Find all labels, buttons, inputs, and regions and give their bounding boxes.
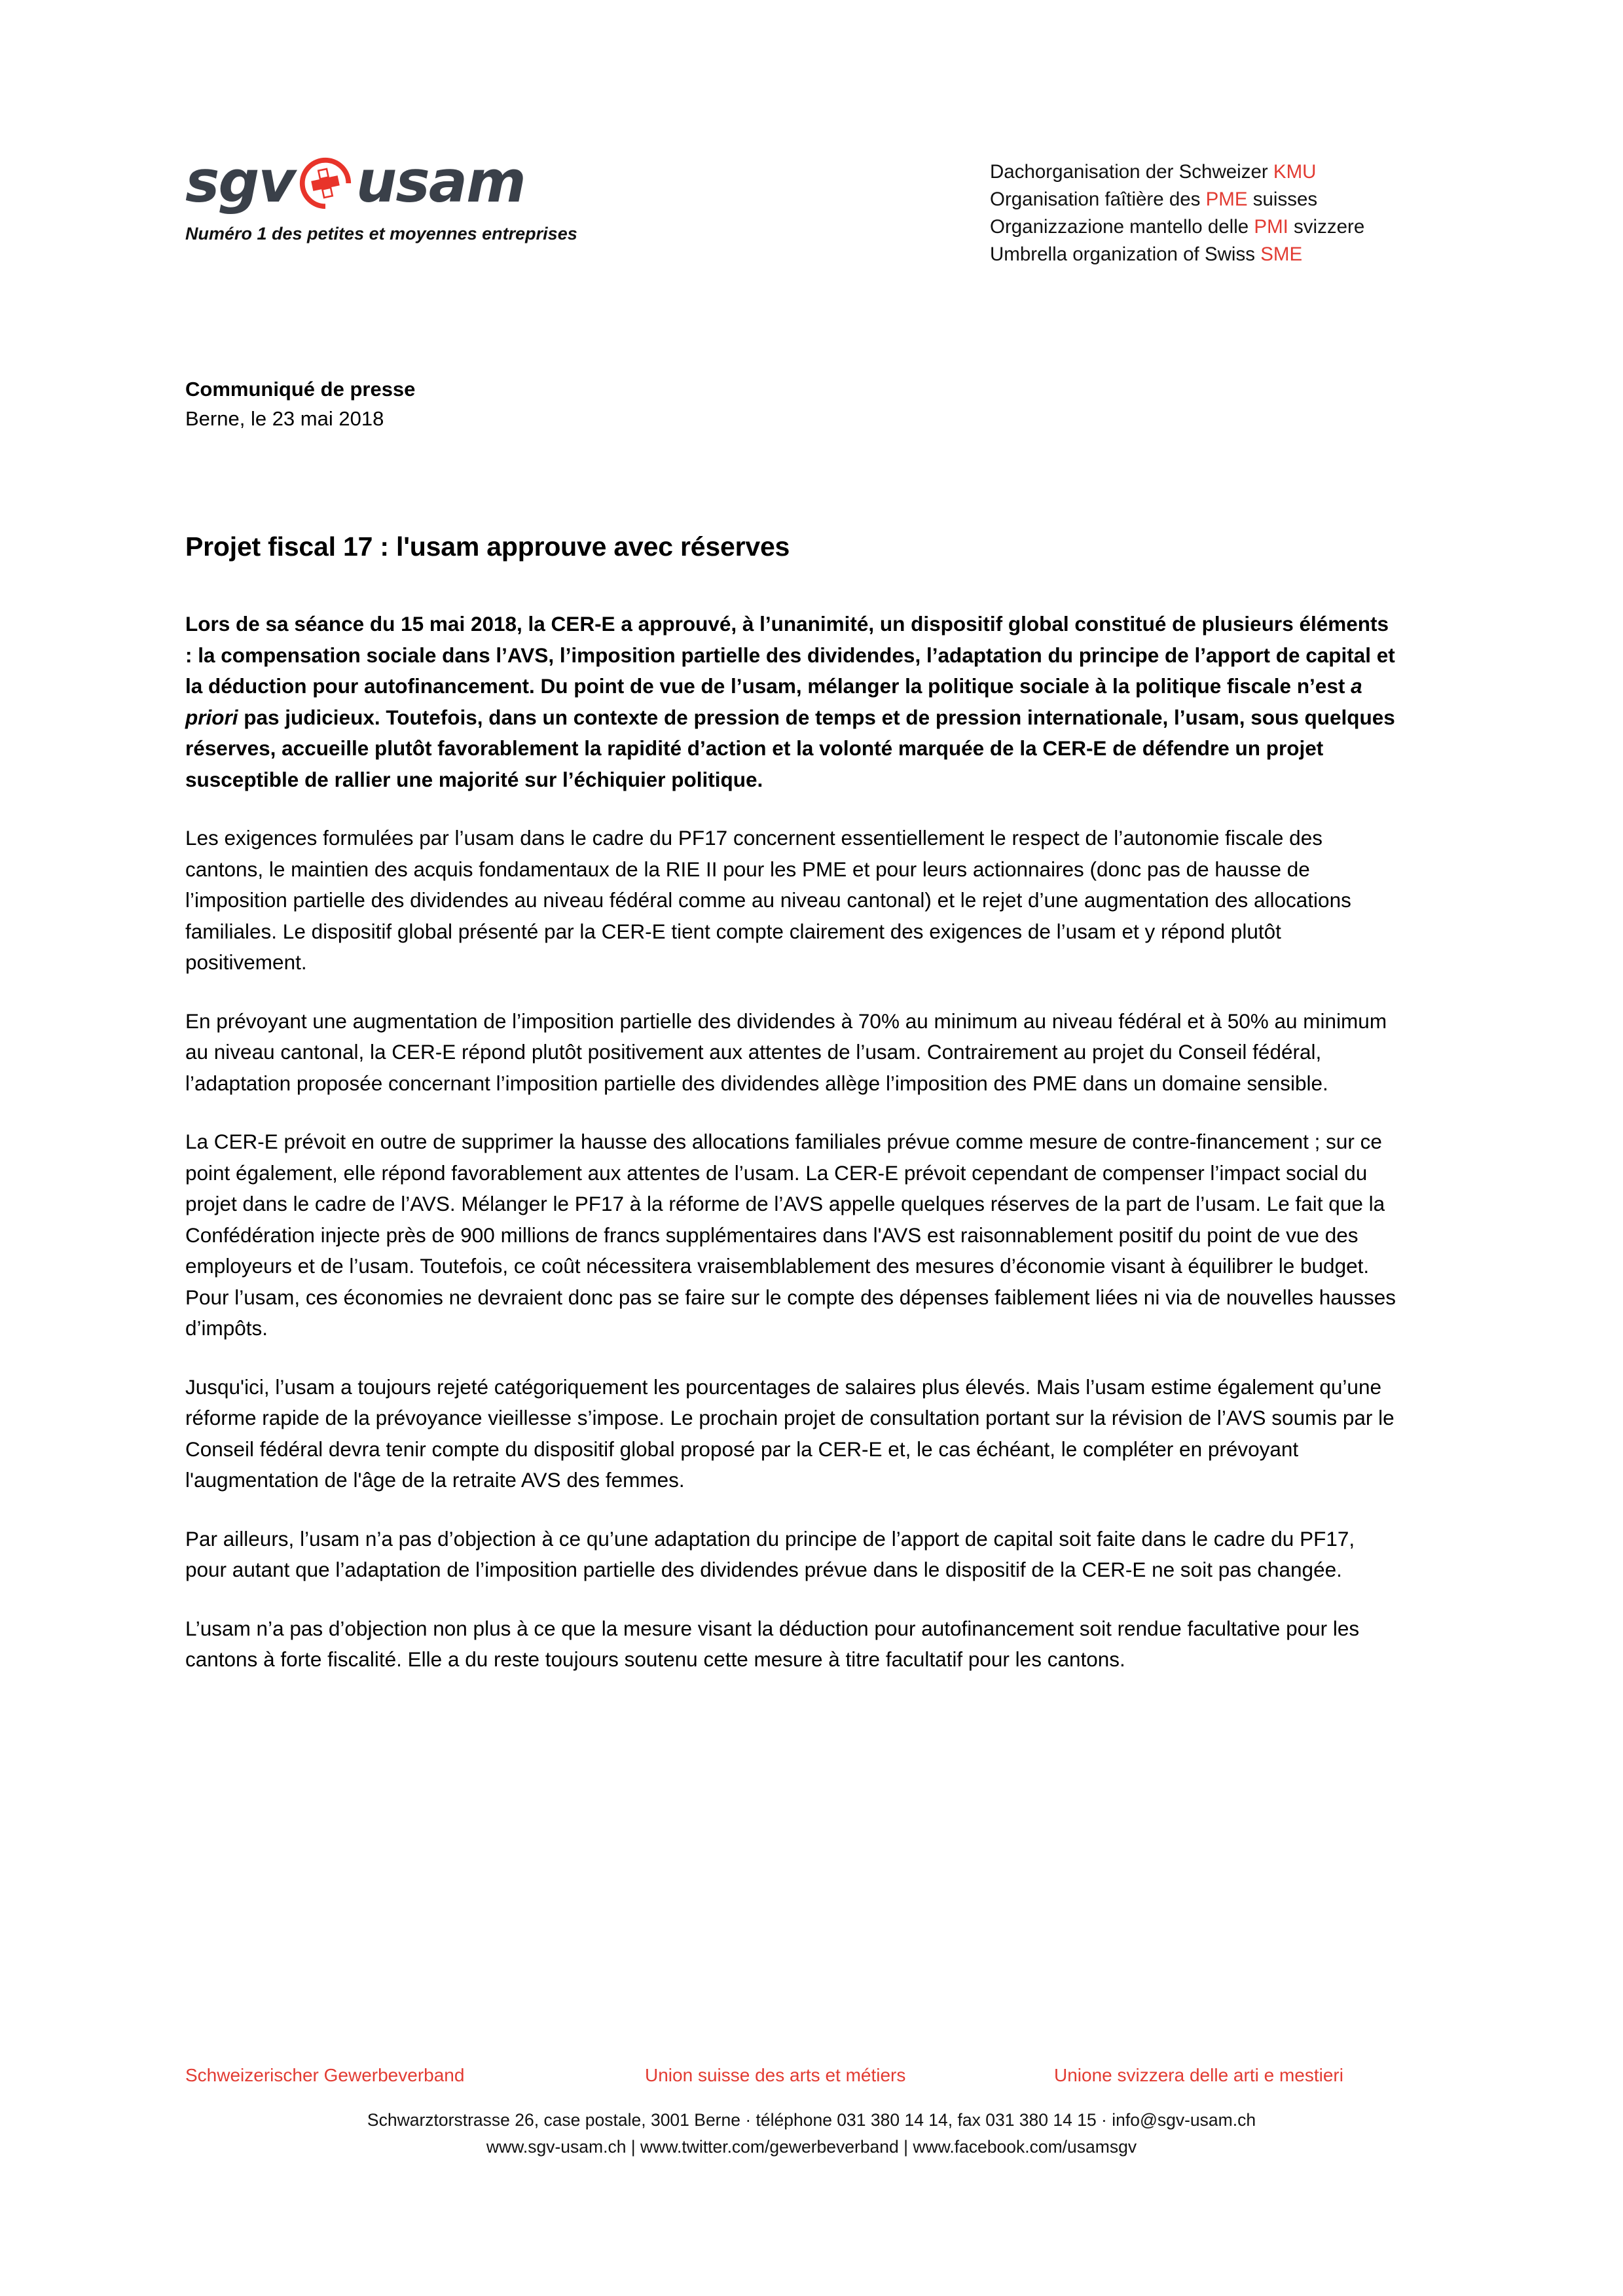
lang-fr-suffix: suisses [1247,188,1318,210]
usam-logo [185,149,604,244]
lang-line-en [990,241,1364,268]
lead-italic-term: a priori [185,674,1362,729]
footer-org-de: Schweizerischer Gewerbeverband [185,2065,465,2085]
lead-part-1: Lors de sa séance du 15 mai 2018, la CER-E a approuvé, à l’unanimité, un dispositif global constitué de plusieurs éléments : la compensation sociale dans l’AVS, l’imposition partielle des dividendes, l’adaptation du principe de l’apport de capital et la déduction pour autofinancement. Du point de vue de l’usam, mélanger la politique sociale à la politique fiscale n’est [185,612,1395,698]
swiss-cross-circle-emblem-icon [297,155,354,211]
lang-de-prefix: Dachorganisation der Schweizer [990,161,1273,183]
footer-org-it: Unione svizzera delle arti e mestieri [1054,2065,1343,2085]
body-paragraph: La CER-E prévoit en outre de supprimer la hausse des allocations familiales prévue comme mesure de contre-financement ; sur ce point également, elle répond favorablement aux attentes de l’usam. La CER-E prévoit cependant de compenser l’impact social du projet dans le cadre de l’AVS. Mélanger le PF17 à la réforme de l’AVS appelle quelques réserves de la part de l’usam. Le fait que la Confédération injecte près de 900 millions de francs supplémentaires dans l'AVS est raisonnablement positif du point de vue des employeurs et de l’usam. Toutefois, ce coût nécessitera vraisemblablement des mesures d’économie visant à équilibrer le budget. Pour l’usam, ces économies ne devraient donc pas se faire sur le compte des dépenses faiblement liées ni via de nouvelles hausses d’impôts. [185,1130,1396,1340]
lang-it-suffix: svizzere [1288,216,1365,238]
page-title: Projet fiscal 17 : l'usam approuve avec réserves [185,531,790,562]
lang-line-fr [990,186,1364,213]
body-paragraph: Jusqu'ici, l’usam a toujours rejeté catégoriquement les pourcentages de salaires plus élevés. Mais l’usam estime également qu’une réforme rapide de la prévoyance vieillesse s’impose. Le prochain projet de consultation portant sur la révision de l’AVS soumis par le Conseil fédéral devra tenir compte du dispositif global proposé par la CER-E et, le cas échéant, le compléter en prévoyant l'augmentation de l'âge de la retraite AVS des femmes. [185,1374,1395,1492]
lang-it-accent: PMI [1254,216,1288,238]
body-paragraph: L’usam n’a pas d’objection non plus à ce que la mesure visant la déduction pour autofinancement soit rendue facultative pour les cantons à forte fiscalité. Elle a du reste toujours soutenu cette mesure à titre facultatif pour les cantons. [185,1616,1360,1671]
lang-de-accent: KMU [1273,161,1317,183]
lang-line-de [990,158,1364,186]
body-paragraph: En prévoyant une augmentation de l’imposition partielle des dividendes à 70% au minimum au niveau fédéral et à 50% au minimum au niveau cantonal, la CER-E répond plutôt positivement aux attentes de l’usam. Contrairement au projet du Conseil fédéral, l’adaptation proposée concernant l’imposition partielle des dividendes allège l’imposition des PME dans un domaine sensible. [185,1009,1387,1095]
lang-it-prefix: Organizzazione mantello delle [990,216,1254,238]
place-and-date: Berne, le 23 mai 2018 [185,407,384,430]
logo-wordmark [185,149,604,215]
footer-contact-block [0,2107,1623,2161]
document-meta [185,374,415,433]
lead-paragraph [185,609,1396,795]
document-type-label: Communiqué de presse [185,378,416,401]
logo-text-usam: usam [356,148,525,215]
footer-organization-names [0,2065,1623,2098]
body-paragraph: Les exigences formulées par l’usam dans le cadre du PF17 concernent essentiellement le respect de l’autonomie fiscale des cantons, le maintien des acquis fondamentaux de la RIE II pour les PME et pour leurs actionnaires (donc pas de hausse de l’imposition partielle des dividendes au niveau fédéral comme au niveau cantonal) et le rejet d’une augmentation des allocations familiales. Le dispositif global présenté par la CER-E tient compte clairement des exigences de l’usam et y répond plutôt positivement. [185,826,1351,974]
lang-en-prefix: Umbrella organization of Swiss [990,243,1261,265]
multilingual-subtitle-block [990,158,1364,268]
logo-text-sgv: sgv [185,148,295,215]
lang-fr-prefix: Organisation faîtière des [990,188,1206,210]
logo-tagline: Numéro 1 des petites et moyennes entreprises [185,224,577,243]
lang-en-accent: SME [1260,243,1303,265]
document-body [185,609,1396,1676]
lang-fr-accent: PME [1205,188,1248,210]
body-paragraph: Par ailleurs, l’usam n’a pas d’objection à ce qu’une adaptation du principe de l’apport de capital soit faite dans le cadre du PF17, pour autant que l’adaptation de l’imposition partielle des dividendes prévue dans le dispositif de la CER-E ne soit pas changée. [185,1526,1355,1581]
footer-address-line: Schwarztorstrasse 26, case postale, 3001 Berne · téléphone 031 380 14 14, fax 031 380 14 15 · info@sgv-usam.ch [367,2110,1256,2130]
lead-part-2: pas judicieux. Toutefois, dans un contexte de pression de temps et de pression internationale, l’usam, sous quelques réserves, accueille plutôt favorablement la rapidité d’action et la volonté marquée de la CER-E de défendre un projet susceptible de rallier une majorité sur l’échiquier politique. [185,705,1395,791]
document-header [0,149,1623,280]
lang-line-it [990,213,1364,241]
footer-org-fr: Union suisse des arts et métiers [645,2065,906,2085]
document-footer [0,2065,1623,2161]
footer-links-line[interactable]: www.sgv-usam.ch | www.twitter.com/gewerbeverband | www.facebook.com/usamsgv [486,2137,1137,2157]
